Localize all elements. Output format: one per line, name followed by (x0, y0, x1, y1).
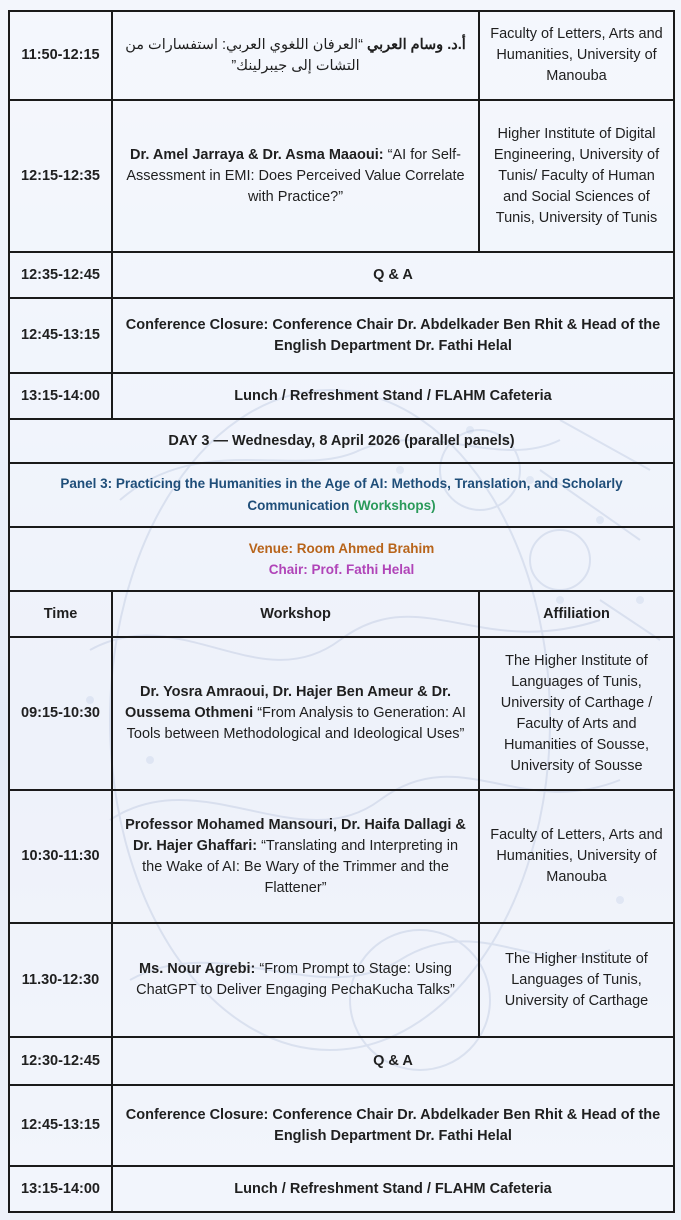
talk-cell (112, 100, 479, 252)
talk-title: “AI for Self-Assessment in EMI: Does Perceived Value Correlate with Practice?” (126, 146, 465, 205)
lunch-label: Lunch / Refreshment Stand / FLAHM Cafeteria (112, 1166, 674, 1212)
speaker-name: Dr. Yosra Amraoui, Dr. Hajer Ben Ameur & Dr. Oussema Othmeni (125, 684, 452, 721)
chair-label: Chair: Prof. Fathi Helal (268, 562, 415, 577)
column-header-workshop: Workshop (112, 591, 479, 637)
column-header-time: Time (9, 591, 112, 637)
table-row (9, 100, 674, 252)
affiliation-cell: Higher Institute of Digital Engineering, University of Tunis/ Faculty of Human and Social Sciences of Tunis, University of Tunis (479, 100, 674, 252)
panel-title: Panel 3: Practicing the Humanities in the Age of AI: Methods, Translation, and Scholarly Communication (60, 476, 623, 513)
affiliation-cell: The Higher Institute of Languages of Tunis, University of Carthage / Faculty of Arts and Humanities of Sousse, University of Sousse (479, 637, 674, 790)
time-cell: 13:15-14:00 (9, 373, 112, 419)
talk-cell (112, 637, 479, 790)
venue-cell (9, 527, 674, 591)
table-row (9, 637, 674, 790)
table-row (9, 527, 674, 591)
talk-cell (112, 923, 479, 1037)
qa-label: Q & A (112, 1037, 674, 1085)
panel-tag: (Workshops) (353, 498, 436, 513)
talk-cell (112, 11, 479, 100)
time-cell: 09:15-10:30 (9, 637, 112, 790)
time-cell: 12:45-13:15 (9, 1085, 112, 1166)
closure-label: Conference Closure: Conference Chair Dr. Abdelkader Ben Rhit & Head of the English Department Dr. Fathi Helal (112, 298, 674, 373)
time-cell: 10:30-11:30 (9, 790, 112, 923)
talk-title: “From Prompt to Stage: Using ChatGPT to Deliver Engaging PechaKucha Talks” (136, 961, 455, 998)
day-heading: DAY 3 — Wednesday, 8 April 2026 (parallel panels) (9, 419, 674, 463)
affiliation-cell: Faculty of Letters, Arts and Humanities, University of Manouba (479, 790, 674, 923)
qa-label: Q & A (112, 252, 674, 298)
closure-label: Conference Closure: Conference Chair Dr. Abdelkader Ben Rhit & Head of the English Department Dr. Fathi Helal (112, 1085, 674, 1166)
time-cell: 12:35-12:45 (9, 252, 112, 298)
table-header-row (9, 591, 674, 637)
table-row (9, 11, 674, 100)
time-cell: 11.30-12:30 (9, 923, 112, 1037)
table-row (9, 1166, 674, 1212)
table-row (9, 419, 674, 463)
time-cell: 12:45-13:15 (9, 298, 112, 373)
time-cell: 12:30-12:45 (9, 1037, 112, 1085)
talk-cell (112, 790, 479, 923)
affiliation-cell: The Higher Institute of Languages of Tunis, University of Carthage (479, 923, 674, 1037)
affiliation-cell: Faculty of Letters, Arts and Humanities, University of Manouba (479, 11, 674, 100)
time-cell: 11:50-12:15 (9, 11, 112, 100)
lunch-label: Lunch / Refreshment Stand / FLAHM Cafeteria (112, 373, 674, 419)
venue-label: Venue: Room Ahmed Brahim (248, 541, 435, 556)
table-row (9, 373, 674, 419)
talk-title: “العرفان اللغوي العربي: استفسارات من التشات إلى جيبرلينك” (125, 36, 364, 74)
talk-title: “From Analysis to Generation: AI Tools between Methodological and Ideological Uses” (126, 705, 466, 742)
table-row (9, 463, 674, 527)
time-cell: 12:15-12:35 (9, 100, 112, 252)
speaker-name: Professor Mohamed Mansouri, Dr. Haifa Dallagi & Dr. Hajer Ghaffari: (125, 816, 466, 854)
table-row (9, 1037, 674, 1085)
panel-heading (9, 463, 674, 527)
speaker-name: أ.د. وسام العربي (367, 36, 466, 53)
table-row (9, 1085, 674, 1166)
table-row (9, 790, 674, 923)
time-cell: 13:15-14:00 (9, 1166, 112, 1212)
table-row (9, 298, 674, 373)
table-row (9, 923, 674, 1037)
column-header-affiliation: Affiliation (479, 591, 674, 637)
speaker-name: Dr. Amel Jarraya & Dr. Asma Maaoui: (130, 146, 384, 163)
speaker-name: Ms. Nour Agrebi: (139, 961, 256, 977)
table-row (9, 252, 674, 298)
talk-title: “Translating and Interpreting in the Wake of AI: Be Wary of the Trimmer and the Flattener” (142, 837, 459, 896)
schedule-table (8, 10, 675, 1213)
